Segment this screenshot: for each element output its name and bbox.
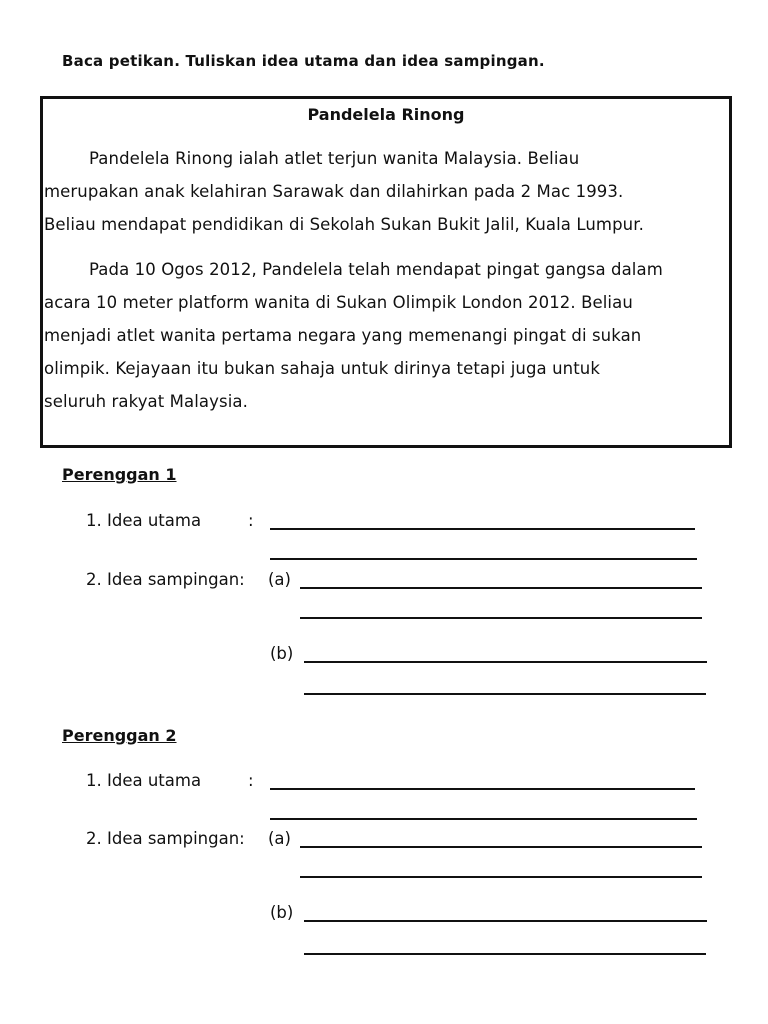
option-b-answer-line[interactable] xyxy=(304,920,707,922)
main-idea-label: 1. Idea utama xyxy=(86,771,202,790)
passage-line: olimpik. Kejayaan itu bukan sahaja untuk dirinya tetapi juga untuk xyxy=(44,359,600,378)
passage-line: seluruh rakyat Malaysia. xyxy=(44,392,248,411)
passage-line: Pandelela Rinong ialah atlet terjun wanita Malaysia. Beliau xyxy=(89,149,580,168)
option-a-label: (a) xyxy=(268,570,291,589)
colon: : xyxy=(248,511,254,530)
option-b-answer-line[interactable] xyxy=(304,693,706,695)
instruction: Baca petikan. Tuliskan idea utama dan idea sampingan. xyxy=(62,52,545,70)
section-heading-perenggan-2: Perenggan 2 xyxy=(62,726,177,745)
option-b-answer-line[interactable] xyxy=(304,953,706,955)
option-a-answer-line[interactable] xyxy=(300,846,702,848)
passage-line: menjadi atlet wanita pertama negara yang memenangi pingat di sukan xyxy=(44,326,642,345)
main-idea-answer-line[interactable] xyxy=(270,818,697,820)
main-idea-answer-line[interactable] xyxy=(270,558,697,560)
supporting-idea-label: 2. Idea sampingan: xyxy=(86,570,245,589)
main-idea-answer-line[interactable] xyxy=(270,528,695,530)
colon: : xyxy=(248,771,254,790)
passage-line: Pada 10 Ogos 2012, Pandelela telah mendapat pingat gangsa dalam xyxy=(89,260,663,279)
passage-box xyxy=(40,96,732,448)
option-a-answer-line[interactable] xyxy=(300,617,702,619)
option-a-label: (a) xyxy=(268,829,291,848)
main-idea-answer-line[interactable] xyxy=(270,788,695,790)
option-b-label: (b) xyxy=(270,903,294,922)
option-b-answer-line[interactable] xyxy=(304,661,707,663)
passage-line: Beliau mendapat pendidikan di Sekolah Sukan Bukit Jalil, Kuala Lumpur. xyxy=(44,215,644,234)
passage-title: Pandelela Rinong xyxy=(307,105,465,124)
option-b-label: (b) xyxy=(270,644,294,663)
passage-line: merupakan anak kelahiran Sarawak dan dilahirkan pada 2 Mac 1993. xyxy=(44,182,624,201)
option-a-answer-line[interactable] xyxy=(300,587,702,589)
option-a-answer-line[interactable] xyxy=(300,876,702,878)
supporting-idea-label: 2. Idea sampingan: xyxy=(86,829,245,848)
passage-line: acara 10 meter platform wanita di Sukan Olimpik London 2012. Beliau xyxy=(44,293,633,312)
main-idea-label: 1. Idea utama xyxy=(86,511,202,530)
section-heading-perenggan-1: Perenggan 1 xyxy=(62,465,177,484)
